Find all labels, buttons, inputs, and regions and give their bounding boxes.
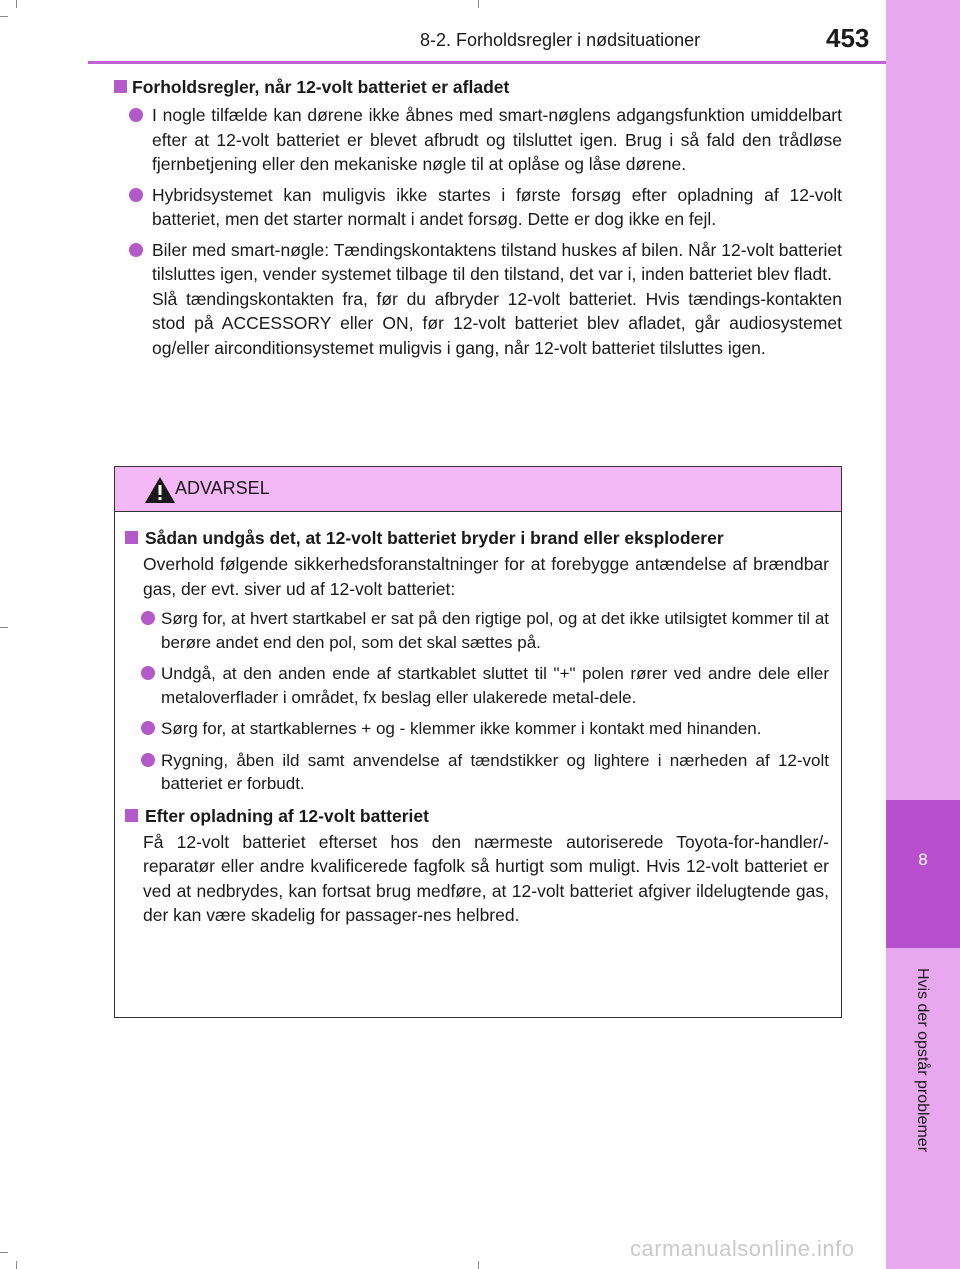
crop-mark [16, 1261, 17, 1269]
crop-mark [0, 16, 8, 17]
main-content [112, 75, 842, 366]
warning-section-heading [125, 804, 829, 828]
list-item [112, 103, 842, 177]
warning-box [114, 466, 842, 1018]
page-number: 453 [826, 23, 870, 53]
warning-triangle-icon [143, 475, 177, 505]
list-item [112, 238, 842, 361]
circle-bullet-icon [141, 721, 155, 735]
header-section-title: 8-2. Forholdsregler i nødsituationer [420, 30, 701, 50]
circle-bullet-icon [129, 188, 143, 202]
chapter-tab [886, 800, 960, 948]
crop-mark [0, 1252, 8, 1253]
square-bullet-icon [125, 809, 138, 822]
crop-mark [478, 0, 479, 8]
square-bullet-icon [125, 531, 138, 544]
list-item-text: Sørg for, at hvert startkabel er sat på den rigtige pol, og at det ikke utilsigtet kommer til at berøre andet end den pol, som det skal sættes på. [161, 609, 829, 652]
warning-section-heading-text: Efter opladning af 12-volt batteriet [145, 805, 429, 826]
list-item [125, 749, 829, 796]
list-item-text: I nogle tilfælde kan dørene ikke åbnes med smart-nøglens adgangsfunktion umiddelbart efter at 12-volt batteriet er blevet afbrudt og tilsluttet igen. Brug i så fald den trådløse fjernbetjening eller den mekaniske nøgle til at oplåse og låse dørene. [152, 105, 842, 174]
warning-title: ADVARSEL [175, 478, 270, 498]
warning-body [115, 512, 841, 928]
chapter-number: 8 [918, 850, 928, 869]
warning-header [115, 467, 841, 512]
header-rule [88, 61, 886, 64]
section-heading-text: Forholdsregler, når 12-volt batteriet er afladet [132, 77, 510, 97]
crop-mark [16, 0, 17, 8]
list-item [125, 607, 829, 654]
circle-bullet-icon [141, 611, 155, 625]
warning-section-heading-text: Sådan undgås det, at 12-volt batteriet bryder i brand eller eksploderer [145, 528, 724, 548]
list-item [112, 183, 842, 232]
section-heading [112, 75, 842, 99]
list-item [125, 662, 829, 709]
list-item-text: Rygning, åben ild samt anvendelse af tændstikker og lightere i nærheden af 12-volt batteriet er forbudt. [161, 750, 829, 793]
chapter-title: Hvis der opstår problemer [914, 967, 931, 1153]
circle-bullet-icon [141, 753, 155, 767]
list-item-text: Undgå, at den anden ende af startkablet sluttet til "+" polen rører ved andre dele eller metaloverflader i området, fx beslag eller ulakerede metal-dele. [161, 664, 829, 707]
circle-bullet-icon [141, 666, 155, 680]
crop-mark [0, 627, 8, 628]
list-item-text: Biler med smart-nøgle: Tændingskontaktens tilstand huskes af bilen. Når 12-volt batteriet tilsluttes igen, vender systemet tilbage til den tilstand, det var i, inden batteriet blev fladt. Slå tændingskontakten fra, før du afbryder 12-volt batteriet. Hvis tændings-kontakten stod på ACCESSORY eller ON, før 12-volt batteriet blev afladet, går audiosystemet og/eller airconditionsystemet muligvis i gang, når 12-volt batteriet tilsluttes igen. [152, 239, 842, 358]
list-item-text: Hybridsystemet kan muligvis ikke startes i første forsøg efter opladning af 12-volt batteriet, men det starter normalt i andet forsøg. Dette er dog ikke en fejl. [152, 184, 842, 229]
square-bullet-icon [114, 80, 127, 93]
circle-bullet-icon [129, 243, 143, 257]
list-item-text: Sørg for, at startkablernes + og - klemmer ikke kommer i kontakt med hinanden. [161, 719, 762, 738]
warning-section-heading [125, 526, 829, 550]
circle-bullet-icon [129, 108, 143, 122]
crop-mark [478, 1261, 479, 1269]
list-item [125, 717, 829, 741]
warning-text: Få 12-volt batteriet efterset hos den nærmeste autoriserede Toyota-for-handler/-reparatør eller andre kvalificerede fagfolk så hurtigt som muligt. Hvis 12-volt batteriet er ved at nedbrydes, kan fortsat brug medføre, at 12-volt batteriet afgiver ildelugtende gas, der kan være skadelig for passager-nes helbred. [143, 831, 829, 925]
watermark: carmanualsonline.info [630, 1236, 855, 1261]
warning-intro: Overhold følgende sikkerhedsforanstaltninger for at forebygge antændelse af brændbar gas, der evt. siver ud af 12-volt batteriet: [143, 554, 829, 599]
